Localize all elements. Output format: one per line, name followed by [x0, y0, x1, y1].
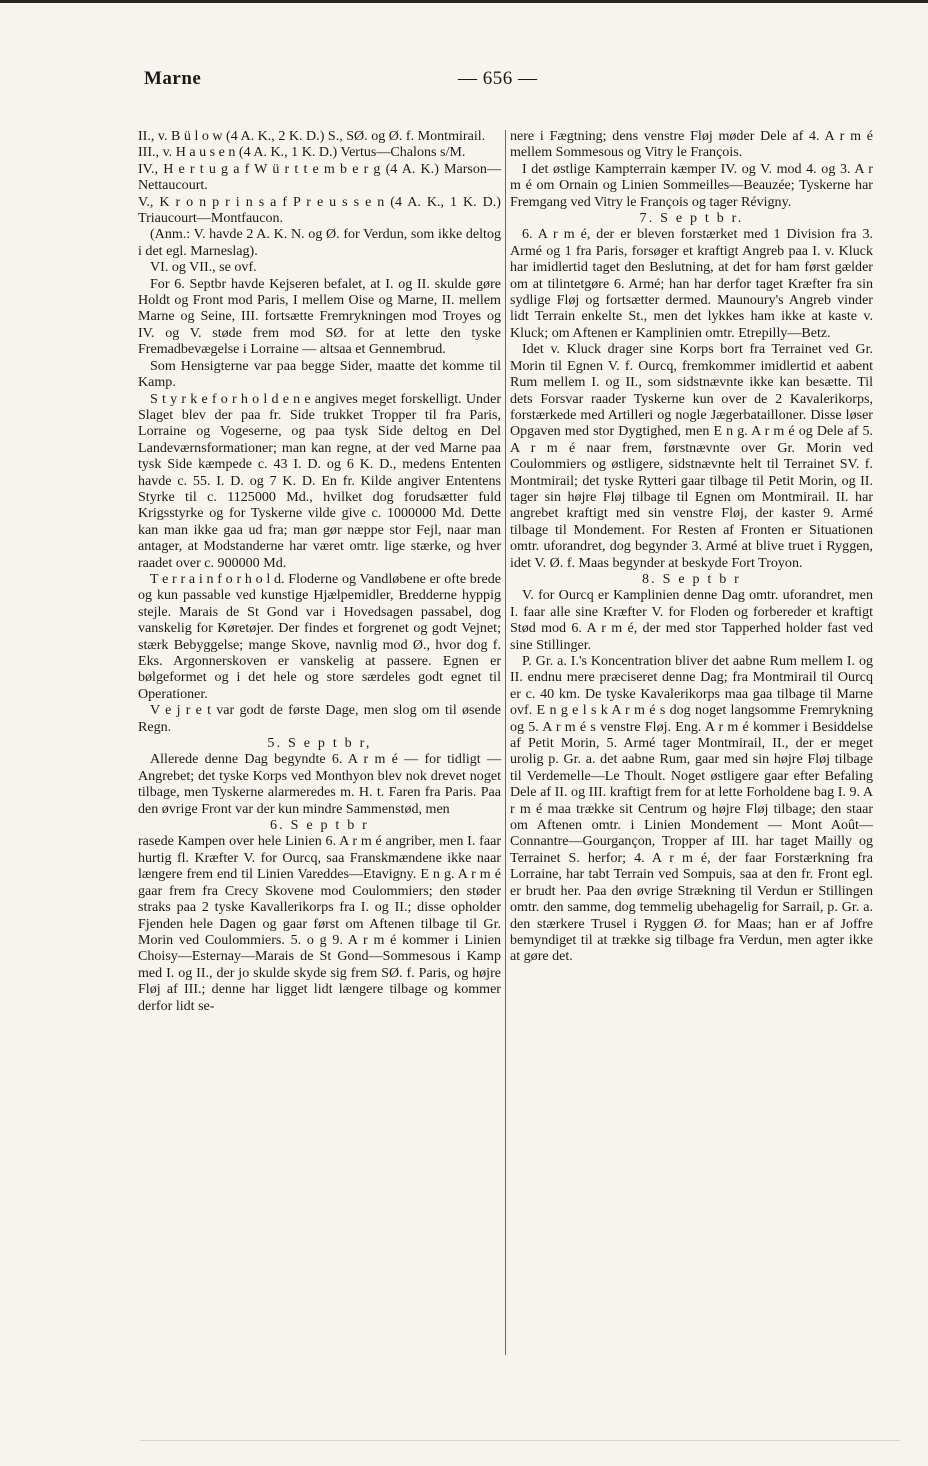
page-header [140, 68, 900, 98]
date-heading: 7. S e p t b r. [639, 210, 744, 227]
army-entry-ii: II., v. B ü l o w (4 A. K., 2 K. D.) S., SØ. og Ø. f. Montmirail. [138, 128, 486, 144]
paragraph: V. for Ourcq er Kamplinien denne Dag omtr. uforandret, men I. faar alle sine Kræfter V. for Floden og forbereder et kraftigt Stød mod 6. A r m é, der med stor Tapperhed holder fast ved sine Stillinger. [510, 587, 873, 653]
army-entry-iv: IV., H e r t u g a f W ü r t t e m b e r g (4 A. K.) Marson—Nettaucourt. [138, 160, 501, 194]
army-entry-vi-vii: VI. og VII., se ovf. [150, 259, 257, 276]
date-heading: 6. S e p t b r [269, 817, 370, 834]
army-entry-v: V., K r o n p r i n s a f P r e u s s e n (4 A. K., 1 K. D.) Triaucourt—Montfaucon. [138, 193, 501, 227]
paragraph-strength: S t y r k e f o r h o l d e n e angives meget forskelligt. Under Slaget blev der paa fr. Side trukket Tropper til fra Paris, Lorraine og Vogeserne, og paa tysk Side deltog en Del Landeværnsformationer; man kan regne, at der ved Marne paa tysk Side kæmpede c. 43 I. D. og 6 K. D., medens Ententen havde c. 55. I. D. og 7 K. D. En fr. Kilde angiver Ententens Styrke til c. 1125000 Md., hvilket dog forudsætter fuld Krigsstyrke og for Tyskerne vilde give c. 1000000 Md. Dette kan man ikke gaa ud fra; man gør næppe stor Fejl, naar man antager, at Modstanderne har været omtr. lige stærke, og hver raadet over c. 900000 Md. [138, 390, 501, 571]
date-heading: 8. S e p t b r [641, 570, 742, 587]
paragraph: For 6. Septbr havde Kejseren befalet, at I. og II. skulde gøre Holdt og Front mod Paris, I mellem Oise og Marne, II. mellem Marne og Seine, III. fortsætte Fremrykningen mod Troyes og IV. og V. støde frem mod SØ. for at lette den tyske Fremadbevægelse i Lorraine — altsaa et Gennembrud. [138, 275, 501, 358]
army-entry-iii: III., v. H a u s e n (4 A. K., 1 K. D.) Vertus—Chalons s/M. [138, 144, 466, 161]
page-number: — 656 — [458, 68, 538, 89]
footer-rule [140, 1440, 900, 1441]
paragraph: 6. A r m é, der er bleven forstærket med 1 Division fra 3. Armé og 1 fra Paris, forsøger et kraftigt Angreb paa I. v. Kluck har imidlertid taget den Beslutning, at det for ham først gælder om at tilintetgøre 6. Armé; han har derfor taget Kræfter fra sin sydlige Fløj og fortsætter dermed. Maunoury's Angreb vinder lidt Terrain enkelte St., men det lykkes ham ikke at kaste v. Kluck; om Aftenen er Kamplinien omtr. Etrepilly—Betz. [510, 226, 873, 341]
paragraph: P. Gr. a. I.'s Koncentration bliver det aabne Rum mellem I. og II. endnu mere præciseret denne Dag; fra Montmirail til Ourcq er c. 40 km. De tyske Kavalerikorps maa gaa tilbage til Marne ovf. E n g e l s k A r m é s dog noget langsomme Fremrykning og 5. A r m é s venstre Fløj. Eng. A r m é kommer i Besiddelse af Petit Morin, 5. Armé tager Montmirail, II., der er meget urolig p. Gr. a. det aabne Rum, gaar med sin højre Fløj tilbage til Verdemelle—Le Thoult. Noget østligere gaar efter Befaling Dele af II. og III. kraftigt frem for at lette Forholdene bag I. 9. A r m é maa trække sit Centrum og højre Fløj tilbage; den staar om Aftenen omtr. i Linien Mondement — Mont Août—Connantre—Gourgançon, Tropper af III. har taget Mailly og Terrainet S. herfor; 4. A r m é, der faar Forstærkning fra Lorraine, har tabt Terrain ved Sompuis, saa at den fr. Front egl. er brudt her. Paa den øvrige Strækning til Verdun er Stillingen omtr. den samme, dog temmelig ubehagelig for Sarrail, p. Gr. a. den stærkere Trusel i Ryggen Ø. for Maas; han er af Joffre bemyndiget til at trække sig tilbage fra Verdun, men agter ikke at gøre det. [510, 653, 873, 965]
paragraph-terrain: T e r r a i n f o r h o l d. Floderne og Vandløbene er ofte brede og kun passable ved kunstige Hjælpemidler, Bredderne hyppig stejle. Marais de St Gond var i Hovedsagen passabel, dog vanskelig for Køretøjer. Der findes et forgrenet og godt Vejnet; stærk Bebyggelse; mange Skove, navnlig mod Ø., hvor dog f. Eks. Argonnerskoven er vanskelig at passere. Egnen er bølgeformet og i det hele og store særdeles godt egnet til Operationer. [138, 570, 501, 702]
column-divider [505, 130, 506, 1355]
running-title: Marne [144, 68, 202, 89]
right-column [510, 128, 873, 965]
paragraph: Som Hensigterne var paa begge Sider, maatte det komme til Kamp. [138, 357, 501, 391]
paragraph: I det østlige Kampterrain kæmper IV. og V. mod 4. og 3. A r m é om Ornain og Linien Sommeilles—Beauzée; Tyskerne har Fremgang ved Vitry le François og tager Révigny. [510, 160, 873, 210]
paragraph: Allerede denne Dag begyndte 6. A r m é — for tidligt — Angrebet; det tyske Korps ved Monthyon blev nok drevet noget tilbage, men Tyskerne alarmeredes m. H. t. Faren fra Paris. Paa den øvrige Front var der kun mindre Sammenstød, men [138, 751, 501, 817]
paragraph: Idet v. Kluck drager sine Korps bort fra Terrainet ved Gr. Morin til Egnen V. f. Ourcq, fremkommer imidlertid et aabent Rum mellem I. og II., som sidstnævnte ikke kan besætte. Til dets Forsvar raader Tyskerne kun over de 2 Kavalerikorps, forstærkede med Artilleri og nogle Jægerbatailloner. Disse løser Opgaven med stor Dygtighed, men E n g. A r m é og Dele af 5. A r m é naar frem, førstnævnte over Gr. Morin ved Coulommiers og østligere, sidstnævnte helt til Terrainet SV. f. Montmirail; det tyske Rytteri gaar tilbage til Petit Morin, og II. tager sin højre Fløj tilbage til Egnen om Montmirail. II. har angrebet kraftigt med sin venstre Fløj, der kaster 9. Armé tilbage til Mondement. For Resten af Fronten er Situationen omtr. uforandret, dog begynder 3. Armé at blive truet i Ryggen, idet V. Ø. f. Maas begynder at beskyde Fort Troyon. [510, 341, 873, 571]
top-rule [0, 0, 928, 3]
paragraph: rasede Kampen over hele Linien 6. A r m é angriber, men I. faar hurtig fl. Kræfter V. for Ourcq, saa Franskmændene ikke naar længere frem end til Linien Vareddes—Etavigny. E n g. A r m é gaar frem fra Crecy Skovene mod Coulommiers; den støder straks paa 2 tyske Kavallerikorps fra I. og II.; disse opholder Fjenden hele Dagen og gaar først om Aftenen tilbage til Gr. Morin ved Coulommiers. 5. o g 9. A r m é kommer i Linien Choisy—Esternay—Marais de St Gond—Sommesous i Kamp med I. og II., der jo skulde skyde sig frem SØ. f. Paris, og højre Fløj af III.; denne har ligget lidt længere tilbage og kommer derfor lidt se- [138, 833, 501, 1014]
date-heading: 5. S e p t b r, [267, 735, 372, 752]
paragraph-weather: V e j r e t var godt de første Dage, men slog om til øsende Regn. [138, 702, 501, 735]
annotation-paragraph: (Anm.: V. havde 2 A. K. N. og Ø. for Verdun, som ikke deltog i det egl. Marneslag). [138, 226, 501, 259]
paragraph: nere i Fægtning; dens venstre Fløj møder Dele af 4. A r m é mellem Sommesous og Vitry le François. [510, 128, 873, 161]
left-column [138, 128, 501, 1014]
text-columns [138, 128, 898, 1358]
